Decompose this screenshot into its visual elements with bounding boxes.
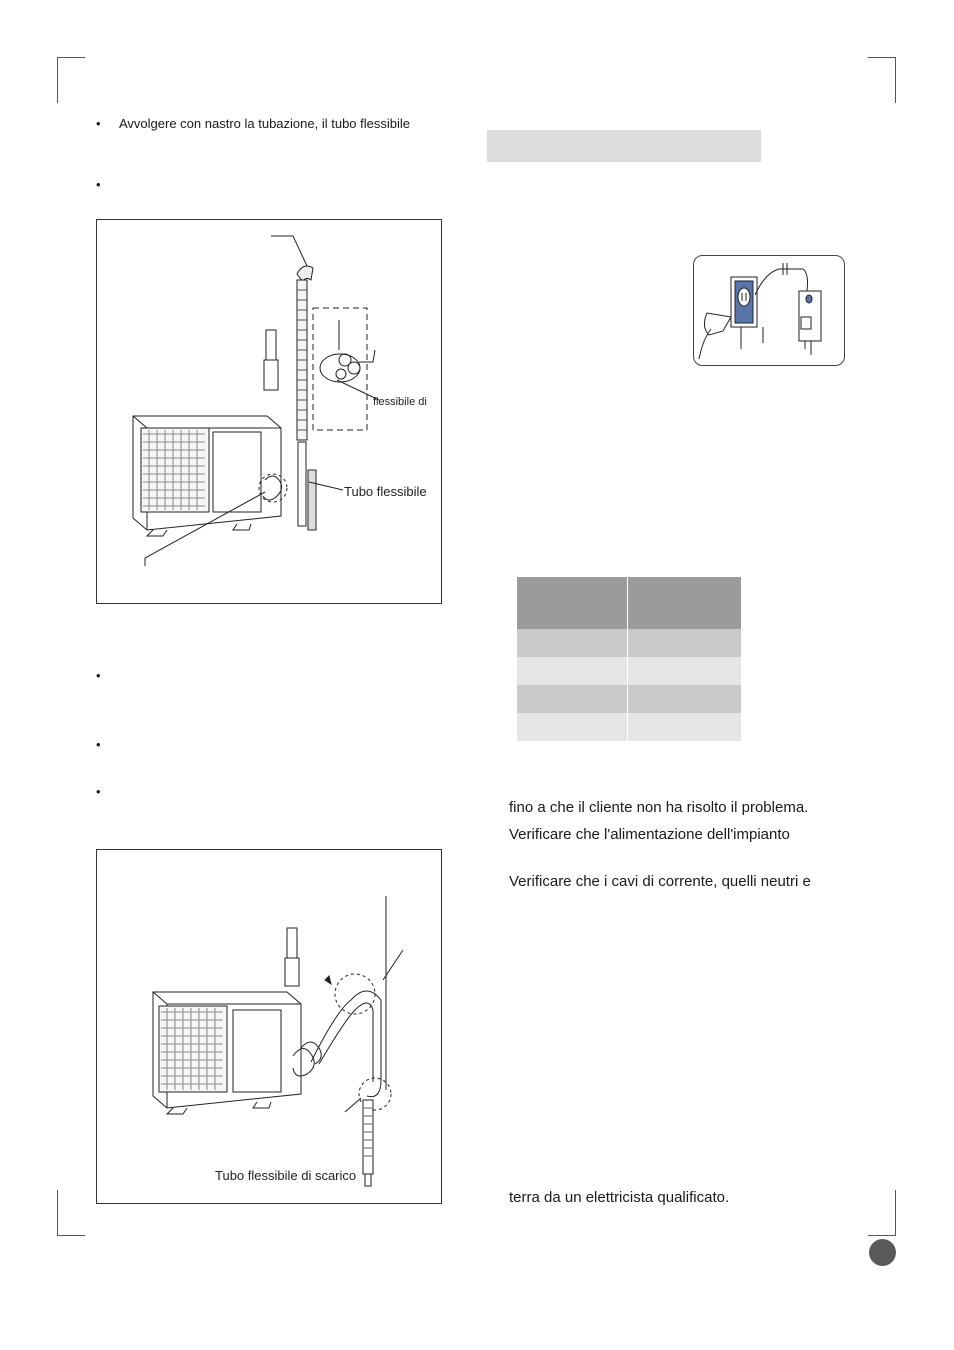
power-supply-illustration: [693, 255, 845, 367]
bullet-4-marker: •: [96, 737, 101, 752]
figure-2-label-drain-hose: Tubo flessibile di scarico: [215, 1168, 357, 1183]
table-cell: [517, 713, 627, 741]
table-row: [517, 657, 741, 685]
table-header-cell: [628, 577, 741, 629]
table-row: [517, 685, 741, 713]
crop-mark-bottom-right-h: [868, 1235, 896, 1236]
specification-table: [517, 577, 741, 741]
bullet-5-marker: •: [96, 784, 101, 799]
table-header-row: [517, 577, 741, 629]
figure-outdoor-unit-piping: [96, 219, 442, 604]
crop-mark-top-right-h: [868, 57, 896, 58]
figure-1-label-flessibile-di: flessibile di: [373, 396, 427, 408]
crop-mark-top-left-v: [57, 57, 58, 103]
paragraph-verify-power-supply: Verificare che l'alimentazione dell'impianto: [509, 826, 790, 843]
bullet-2-marker: •: [96, 177, 101, 192]
table-cell: [517, 629, 627, 657]
paragraph-qualified-electrician: terra da un elettricista qualificato.: [509, 1189, 730, 1206]
paragraph-verify-cables: Verificare che i cavi di corrente, quelli neutri e: [509, 873, 811, 890]
bullet-3-marker: •: [96, 668, 101, 683]
crop-mark-top-right-v: [895, 57, 896, 103]
section-heading-bar: [487, 130, 761, 162]
table-row: [517, 713, 741, 741]
table-row: [517, 629, 741, 657]
table-cell: [628, 713, 741, 741]
figure-1-label-tubo-flessibile: Tubo flessibile: [344, 484, 427, 499]
crop-mark-bottom-right-v: [895, 1190, 896, 1236]
bullet-1-text: Avvolgere con nastro la tubazione, il tubo flessibile: [119, 116, 410, 131]
bullet-1-marker: •: [96, 116, 101, 131]
table-cell: [628, 685, 741, 713]
table-cell: [628, 629, 741, 657]
figure-1-illustration: [97, 220, 441, 603]
table-header-cell: [517, 577, 627, 629]
table-cell: [628, 657, 741, 685]
page-number-dot: [869, 1239, 896, 1266]
crop-mark-bottom-left-h: [57, 1235, 85, 1236]
figure-drain-hose-routing: [96, 849, 442, 1204]
table-cell: [517, 657, 627, 685]
crop-mark-top-left-h: [57, 57, 85, 58]
figure-2-illustration: [97, 850, 441, 1203]
crop-mark-bottom-left-v: [57, 1190, 58, 1236]
paragraph-customer-problem: fino a che il cliente non ha risolto il problema.: [509, 799, 809, 816]
table-cell: [517, 685, 627, 713]
